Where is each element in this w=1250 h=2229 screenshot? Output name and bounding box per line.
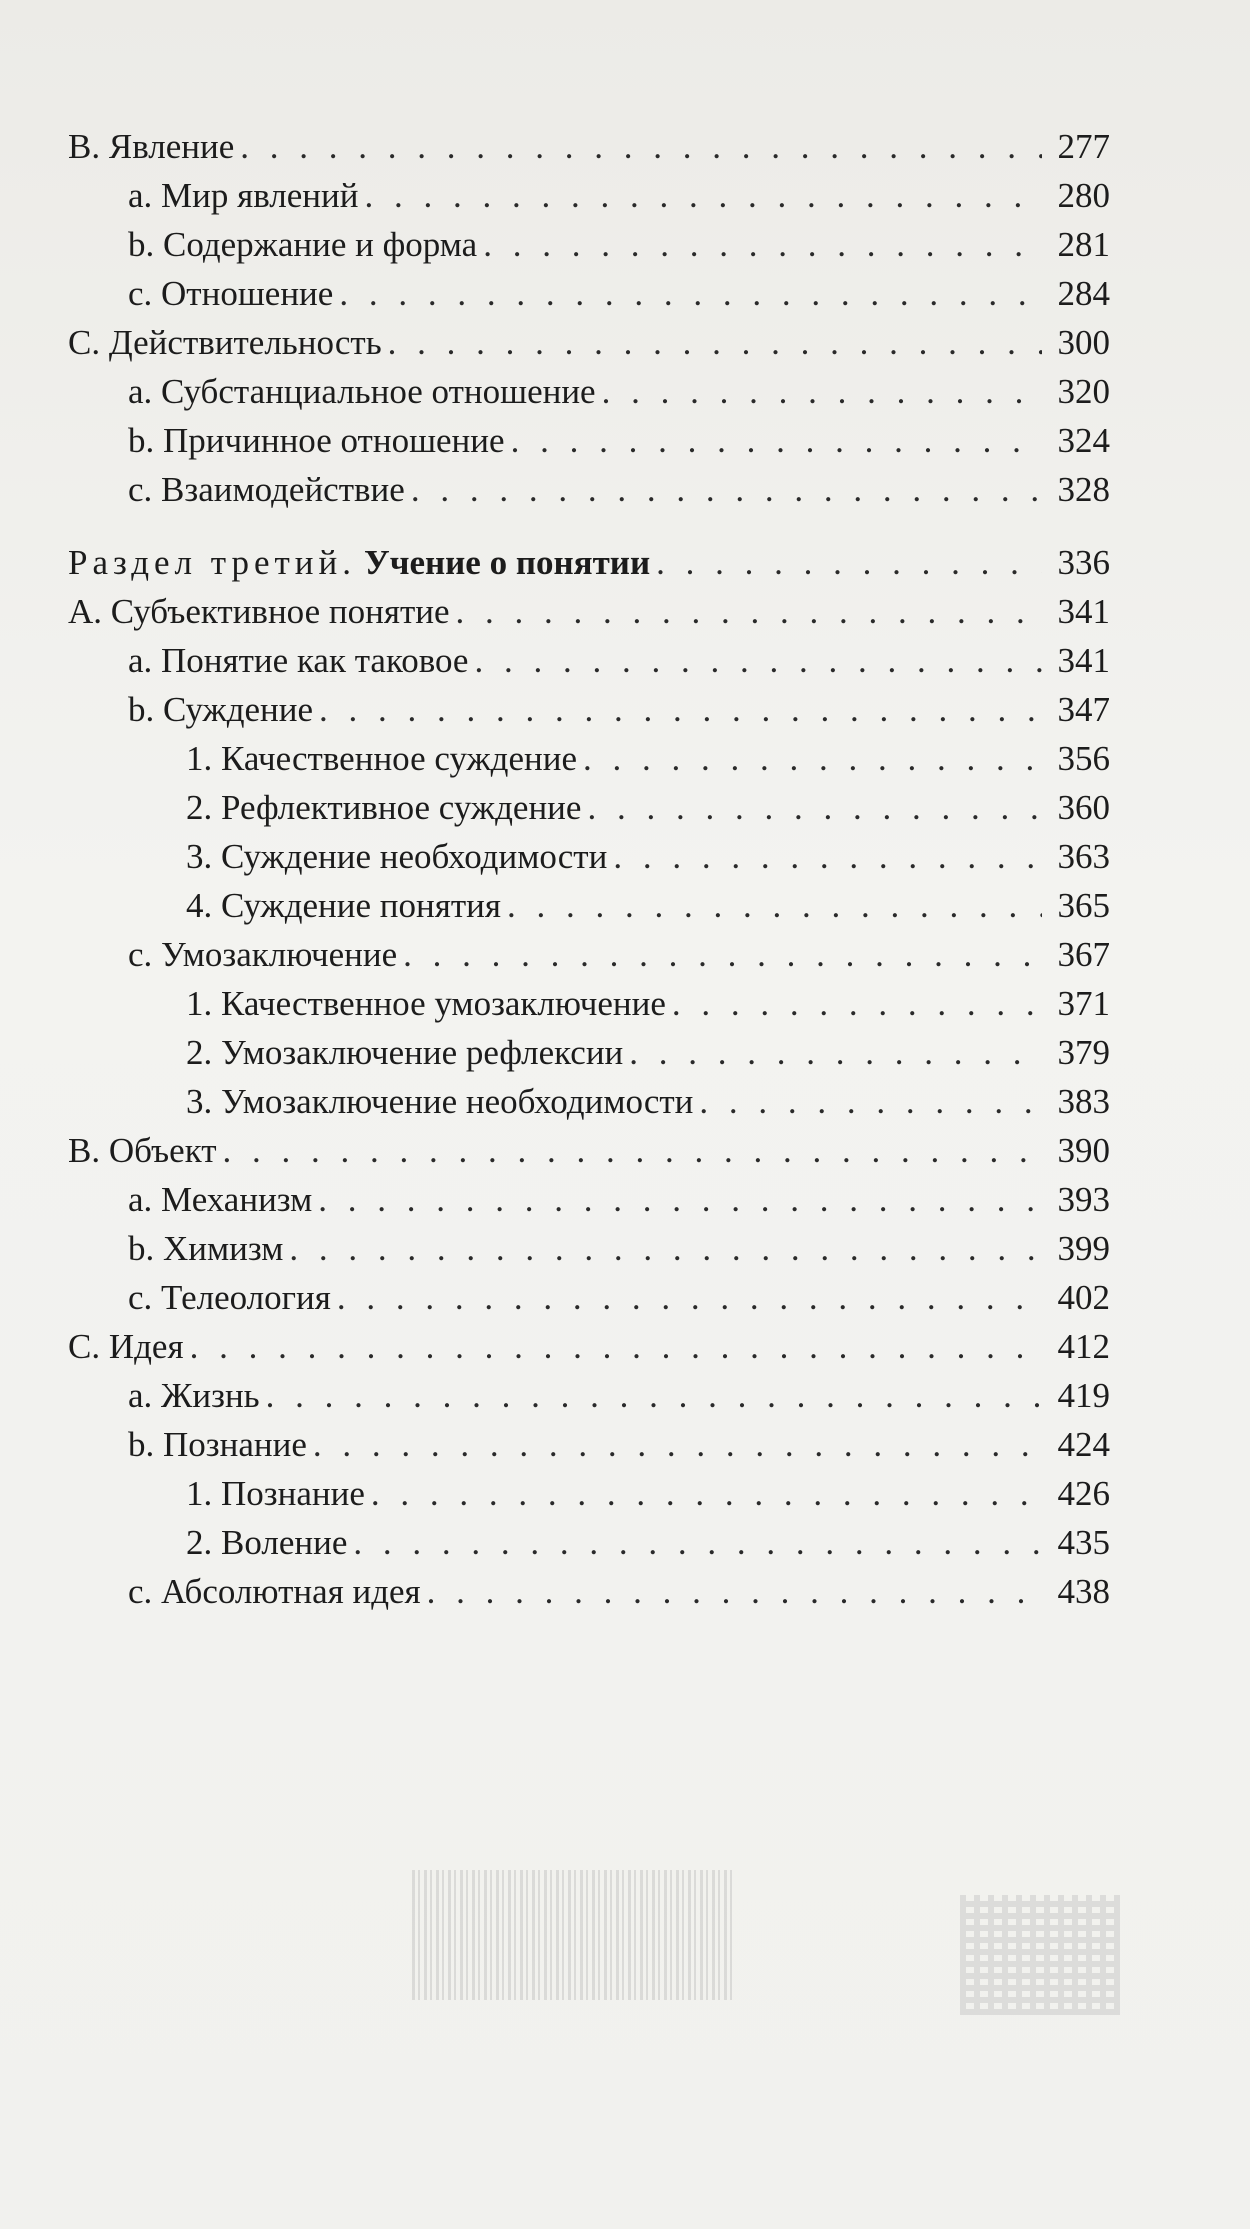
toc-entry-title: B. Объект bbox=[68, 1131, 217, 1170]
dot-leader bbox=[583, 737, 1042, 781]
toc-page-number: 300 bbox=[1057, 323, 1110, 362]
dot-leader bbox=[339, 272, 1042, 316]
toc-entry-title: c. Умозаключение bbox=[128, 935, 398, 974]
toc-entry bbox=[68, 1467, 1110, 1516]
toc-page-number: 419 bbox=[1057, 1376, 1110, 1415]
toc-page-number: 336 bbox=[1057, 543, 1110, 582]
toc-entry-title: b. Содержание и форма bbox=[128, 225, 478, 264]
dot-leader bbox=[587, 786, 1042, 830]
toc-entry bbox=[68, 1222, 1110, 1271]
toc-entry bbox=[68, 1075, 1110, 1124]
toc-entry-title: a. Жизнь bbox=[128, 1376, 260, 1415]
toc-page-number: 284 bbox=[1057, 274, 1110, 313]
toc-entry bbox=[68, 218, 1110, 267]
qr-code-show-through bbox=[960, 1895, 1120, 2015]
toc-entry bbox=[68, 879, 1110, 928]
toc-page-number: 320 bbox=[1057, 372, 1110, 411]
toc-entry bbox=[68, 977, 1110, 1026]
toc-entry-title: C. Действительность bbox=[68, 323, 382, 362]
toc-entry-title: b. Познание bbox=[128, 1425, 307, 1464]
toc-entry-title: B. Явление bbox=[68, 127, 235, 166]
toc-entry-title: 2. Воление bbox=[186, 1523, 348, 1562]
dot-leader bbox=[223, 1129, 1042, 1173]
part-prefix: Раздел третий. bbox=[68, 543, 357, 582]
toc-page-number: 438 bbox=[1057, 1572, 1110, 1611]
toc-page-number: 341 bbox=[1057, 641, 1110, 680]
toc-entry bbox=[68, 120, 1110, 169]
toc-entry-title: 2. Умозаключение рефлексии bbox=[186, 1033, 624, 1072]
toc-entry bbox=[68, 1418, 1110, 1467]
toc-entry-title: a. Понятие как таковое bbox=[128, 641, 469, 680]
toc-entry bbox=[68, 536, 1110, 585]
dot-leader bbox=[337, 1276, 1042, 1320]
toc-page-number: 328 bbox=[1057, 470, 1110, 509]
toc-entry bbox=[68, 169, 1110, 218]
toc-page-number: 280 bbox=[1057, 176, 1110, 215]
toc-page-number: 383 bbox=[1057, 1082, 1110, 1121]
toc-entry bbox=[68, 365, 1110, 414]
dot-leader bbox=[313, 1423, 1042, 1467]
toc-entry-title: b. Причинное отношение bbox=[128, 421, 505, 460]
toc-entry bbox=[68, 1173, 1110, 1222]
toc-page-number: 435 bbox=[1057, 1523, 1110, 1562]
dot-leader bbox=[403, 933, 1042, 977]
toc-page-number: 402 bbox=[1057, 1278, 1110, 1317]
dot-leader bbox=[388, 321, 1042, 365]
dot-leader bbox=[699, 1080, 1042, 1124]
toc-page-number: 347 bbox=[1057, 690, 1110, 729]
toc-entry-title bbox=[68, 541, 650, 585]
dot-leader bbox=[427, 1570, 1042, 1614]
dot-leader bbox=[511, 419, 1042, 463]
toc-page-number: 324 bbox=[1057, 421, 1110, 460]
toc-entry bbox=[68, 414, 1110, 463]
dot-leader bbox=[266, 1374, 1042, 1418]
dot-leader bbox=[456, 590, 1042, 634]
toc-entry-title: c. Телеология bbox=[128, 1278, 331, 1317]
toc-entry bbox=[68, 1565, 1110, 1614]
toc-page-number: 277 bbox=[1057, 127, 1110, 166]
toc-entry-title: a. Механизм bbox=[128, 1180, 313, 1219]
toc-entry bbox=[68, 732, 1110, 781]
toc-page-number: 399 bbox=[1057, 1229, 1110, 1268]
toc-entry bbox=[68, 1320, 1110, 1369]
dot-leader bbox=[319, 688, 1042, 732]
toc-entry-title: b. Химизм bbox=[128, 1229, 284, 1268]
toc-entry-title: c. Отношение bbox=[128, 274, 334, 313]
toc-entry-title: A. Субъективное понятие bbox=[68, 592, 450, 631]
toc-entry bbox=[68, 463, 1110, 512]
table-of-contents bbox=[68, 120, 1110, 1614]
dot-leader bbox=[365, 174, 1043, 218]
dot-leader bbox=[507, 884, 1042, 928]
toc-page-number: 426 bbox=[1057, 1474, 1110, 1513]
toc-page-number: 363 bbox=[1057, 837, 1110, 876]
dot-leader bbox=[240, 125, 1042, 169]
barcode-show-through bbox=[412, 1870, 732, 2000]
toc-entry-title: a. Мир явлений bbox=[128, 176, 359, 215]
toc-page-number: 360 bbox=[1057, 788, 1110, 827]
toc-entry bbox=[68, 634, 1110, 683]
toc-page-number: 367 bbox=[1057, 935, 1110, 974]
toc-entry bbox=[68, 316, 1110, 365]
toc-entry-title: 3. Суждение необходимости bbox=[186, 837, 608, 876]
toc-page-number: 379 bbox=[1057, 1033, 1110, 1072]
toc-page-number: 424 bbox=[1057, 1425, 1110, 1464]
toc-page-number: 281 bbox=[1057, 225, 1110, 264]
dot-leader bbox=[353, 1521, 1042, 1565]
toc-entry-title: 2. Рефлективное суждение bbox=[186, 788, 582, 827]
toc-page-number: 341 bbox=[1057, 592, 1110, 631]
toc-page-number: 371 bbox=[1057, 984, 1110, 1023]
toc-entry bbox=[68, 1271, 1110, 1320]
dot-leader bbox=[474, 639, 1042, 683]
toc-entry bbox=[68, 928, 1110, 977]
toc-entry bbox=[68, 781, 1110, 830]
toc-entry-title: a. Субстанциальное отношение bbox=[128, 372, 596, 411]
dot-leader bbox=[672, 982, 1042, 1026]
toc-entry-title: c. Взаимодействие bbox=[128, 470, 405, 509]
toc-page-number: 390 bbox=[1057, 1131, 1110, 1170]
toc-entry-title: b. Суждение bbox=[128, 690, 314, 729]
toc-page-number: 393 bbox=[1057, 1180, 1110, 1219]
toc-entry-title: 3. Умозаключение необходимости bbox=[186, 1082, 694, 1121]
toc-page-number: 365 bbox=[1057, 886, 1110, 925]
toc-entry bbox=[68, 683, 1110, 732]
dot-leader bbox=[602, 370, 1042, 414]
toc-entry-title: c. Абсолютная идея bbox=[128, 1572, 421, 1611]
toc-entry bbox=[68, 1026, 1110, 1075]
toc-entry-title: C. Идея bbox=[68, 1327, 184, 1366]
toc-entry-title: 1. Качественное умозаключение bbox=[186, 984, 666, 1023]
dot-leader bbox=[656, 541, 1042, 585]
dot-leader bbox=[483, 223, 1042, 267]
part-title: Учение о понятии bbox=[364, 543, 651, 582]
toc-entry bbox=[68, 1124, 1110, 1173]
toc-page-number: 356 bbox=[1057, 739, 1110, 778]
dot-leader bbox=[371, 1472, 1042, 1516]
toc-entry bbox=[68, 1516, 1110, 1565]
toc-entry bbox=[68, 830, 1110, 879]
toc-page-number: 412 bbox=[1057, 1327, 1110, 1366]
toc-entry-title: 4. Суждение понятия bbox=[186, 886, 501, 925]
dot-leader bbox=[289, 1227, 1042, 1271]
toc-entry-title: 1. Качественное суждение bbox=[186, 739, 578, 778]
dot-leader bbox=[613, 835, 1042, 879]
toc-entry bbox=[68, 267, 1110, 316]
dot-leader bbox=[318, 1178, 1042, 1222]
dot-leader bbox=[190, 1325, 1042, 1369]
toc-entry bbox=[68, 585, 1110, 634]
toc-entry-title: 1. Познание bbox=[186, 1474, 365, 1513]
dot-leader bbox=[411, 468, 1042, 512]
toc-entry bbox=[68, 1369, 1110, 1418]
dot-leader bbox=[629, 1031, 1042, 1075]
